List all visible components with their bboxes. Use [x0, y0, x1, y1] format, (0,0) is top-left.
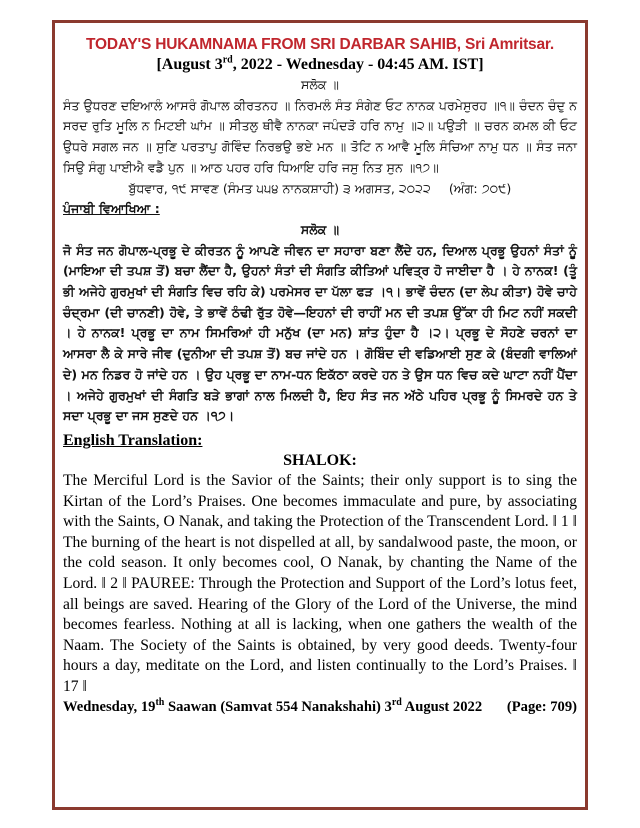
- gurbani-ang: (ਅੰਗ: ੭੦੯): [448, 180, 512, 196]
- gurbani-text: ਸੰਤ ਉਧਰਣ ਦਇਆਲੰ ਆਸਰੰ ਗੋਪਾਲ ਕੀਰਤਨਹ ॥ ਨਿਰਮਲੰ ਸੰਤ ਸੰਗੇਣ ਓਟ ਨਾਨਕ ਪਰਮੇਸੁਰਹ ॥੧॥ ਚੰਦਨ ਚੰਦੁ ਨ ਸਰਦ ਰੁਤਿ ਮੂਲਿ ਨ ਮਿਟਈ ਘਾਂਮ ॥ ਸੀਤਲੁ ਥੀਵੈ ਨਾਨਕਾ ਜਪੰਦੜੋ ਹਰਿ ਨਾਮੁ ॥੨॥ ਪਉੜੀ ॥ ਚਰਨ ਕਮਲ ਕੀ ਓਟ ਉਧਰੇ ਸਗਲ ਜਨ ॥ ਸੁਣਿ ਪਰਤਾਪੁ ਗੋਵਿੰਦ ਨਿਰਭਉ ਭਏ ਮਨ ॥ ਤੋਟਿ ਨ ਆਵੈ ਮੂਲਿ ਸੰਚਿਆ ਨਾਮੁ ਧਨ ॥ ਸੰਤ ਜਨਾ ਸਿਉ ਸੰਗੁ ਪਾਈਐ ਵਡੈ ਪੁਨ ॥ ਆਠ ਪਹਰ ਹਰਿ ਧਿਆਇ ਹਰਿ ਜਸੁ ਨਿਤ ਸੁਨ ॥੧੭॥: [63, 97, 577, 175]
- page-content: [63, 35, 577, 717]
- gurbani-date: [63, 179, 577, 200]
- footer-date: Wednesday, 19th Saawan (Samvat 554 Nanakshahi) 3rd August 2022: [63, 697, 483, 716]
- footer-page: (Page: 709): [506, 699, 577, 716]
- english-shalok: SHALOK:: [283, 451, 357, 469]
- gurbani-date-text: ਬੁੱਧਵਾਰ, ੧੯ ਸਾਵਣ (ਸੰਮਤ ੫੫੪ ਨਾਨਕਸ਼ਾਹੀ) ੩ ਅਗਸਤ, ੨੦੨੨: [128, 180, 431, 196]
- english-heading: English Translation:: [63, 431, 203, 449]
- page-title: TODAY'S HUKAMNAMA FROM SRI DARBAR SAHIB, Sri Amritsar.: [86, 36, 554, 53]
- english-text: The Merciful Lord is the Savior of the Saints; their only support is to sing the Kirtan of the Lord’s Praises. One becomes immaculate and pure, by associating with the Saints, O Nanak, and taking the Protection of the Transcendent Lord. ‖ 1 ‖ The burning of the heart is not dispelled at all, by sandalwood paste, the moon, or the cold season. It only becomes cool, O Nanak, by chanting the Name of the Lord. ‖ 2 ‖ PAUREE: Through the Protection and Support of the Lord’s lotus feet, all beings are saved. Hearing of the Glory of the Lord of the Universe, the mind becomes fearless. Nothing at all is lacking, when one gathers the wealth of the Naam. The Society of the Saints is obtained, by very good deeds. Twenty-four hours a day, meditate on the Lord, and listen continually to the Lord’s Praises. ‖ 17 ‖: [63, 471, 577, 695]
- punjabi-heading: ਪੰਜਾਬੀ ਵਿਆਖਿਆ :: [63, 201, 160, 217]
- page-frame: [52, 20, 588, 810]
- footer: [63, 697, 577, 717]
- punjabi-text: ਜੋ ਸੰਤ ਜਨ ਗੋਪਾਲ-ਪ੍ਰਭੂ ਦੇ ਕੀਰਤਨ ਨੂੰ ਆਪਣੇ ਜੀਵਨ ਦਾ ਸਹਾਰਾ ਬਣਾ ਲੈਂਦੇ ਹਨ, ਦਿਆਲ ਪ੍ਰਭੂ ਉਹਨਾਂ ਸੰਤਾਂ ਨੂੰ (ਮਾਇਆ ਦੀ ਤਪਸ਼ ਤੋਂ) ਬਚਾ ਲੈਂਦਾ ਹੈ, ਉਹਨਾਂ ਸੰਤਾਂ ਦੀ ਸੰਗਤਿ ਕੀਤਿਆਂ ਪਵਿਤ੍ਰ ਹੋ ਜਾਈਦਾ ਹੈ । ਹੇ ਨਾਨਕ! (ਤੂੰ ਭੀ ਅਜੇਹੇ ਗੁਰਮੁਖਾਂ ਦੀ ਸੰਗਤਿ ਵਿਚ ਰਹਿ ਕੇ) ਪਰਮੇਸਰ ਦਾ ਪੱਲਾ ਫੜ ।੧। ਭਾਵੇਂ ਚੰਦਨ (ਦਾ ਲੇਪ ਕੀਤਾ) ਹੋਵੇ ਚਾਹੇ ਚੰਦ੍ਰਮਾ (ਦੀ ਚਾਨਣੀ) ਹੋਵੇ, ਤੇ ਭਾਵੇਂ ਠੰਢੀ ਰੁੱਤ ਹੋਵੇ—ਇਹਨਾਂ ਦੀ ਰਾਹੀਂ ਮਨ ਦੀ ਤਪਸ਼ ਉੱਕਾ ਹੀ ਮਿਟ ਨਹੀਂ ਸਕਦੀ । ਹੇ ਨਾਨਕ! ਪ੍ਰਭੂ ਦਾ ਨਾਮ ਸਿਮਰਿਆਂ ਹੀ ਮਨੁੱਖ (ਦਾ ਮਨ) ਸ਼ਾਂਤ ਹੁੰਦਾ ਹੈ ।੨। ਪ੍ਰਭੂ ਦੇ ਸੋਹਣੇ ਚਰਨਾਂ ਦਾ ਆਸਰਾ ਲੈ ਕੇ ਸਾਰੇ ਜੀਵ (ਦੁਨੀਆ ਦੀ ਤਪਸ਼ ਤੋਂ) ਬਚ ਜਾਂਦੇ ਹਨ । ਗੋਬਿੰਦ ਦੀ ਵਡਿਆਈ ਸੁਣ ਕੇ (ਬੰਦਗੀ ਵਾਲਿਆਂ ਦੇ) ਮਨ ਨਿਡਰ ਹੋ ਜਾਂਦੇ ਹਨ । ਉਹ ਪ੍ਰਭੂ ਦਾ ਨਾਮ-ਧਨ ਇਕੱਠਾ ਕਰਦੇ ਹਨ ਤੇ ਉਸ ਧਨ ਵਿਚ ਕਦੇ ਘਾਟਾ ਨਹੀਂ ਪੈਂਦਾ । ਅਜੇਹੇ ਗੁਰਮੁਖਾਂ ਦੀ ਸੰਗਤਿ ਬੜੇ ਭਾਗਾਂ ਨਾਲ ਮਿਲਦੀ ਹੈ, ਇਹ ਸੰਤ ਜਨ ਅੱਠੇ ਪਹਿਰ ਪ੍ਰਭੂ ਨੂੰ ਸਿਮਰਦੇ ਹਨ ਤੇ ਸਦਾ ਪ੍ਰਭੂ ਦਾ ਜਸ ਸੁਣਦੇ ਹਨ ।੧੭।: [63, 242, 577, 424]
- gurbani-heading: ਸਲੋਕ ॥: [301, 77, 339, 92]
- punjabi-shalok: ਸਲੋਕ ॥: [300, 221, 340, 237]
- header-date: [August 3rd, 2022 - Wednesday - 04:45 AM. IST]: [156, 54, 484, 73]
